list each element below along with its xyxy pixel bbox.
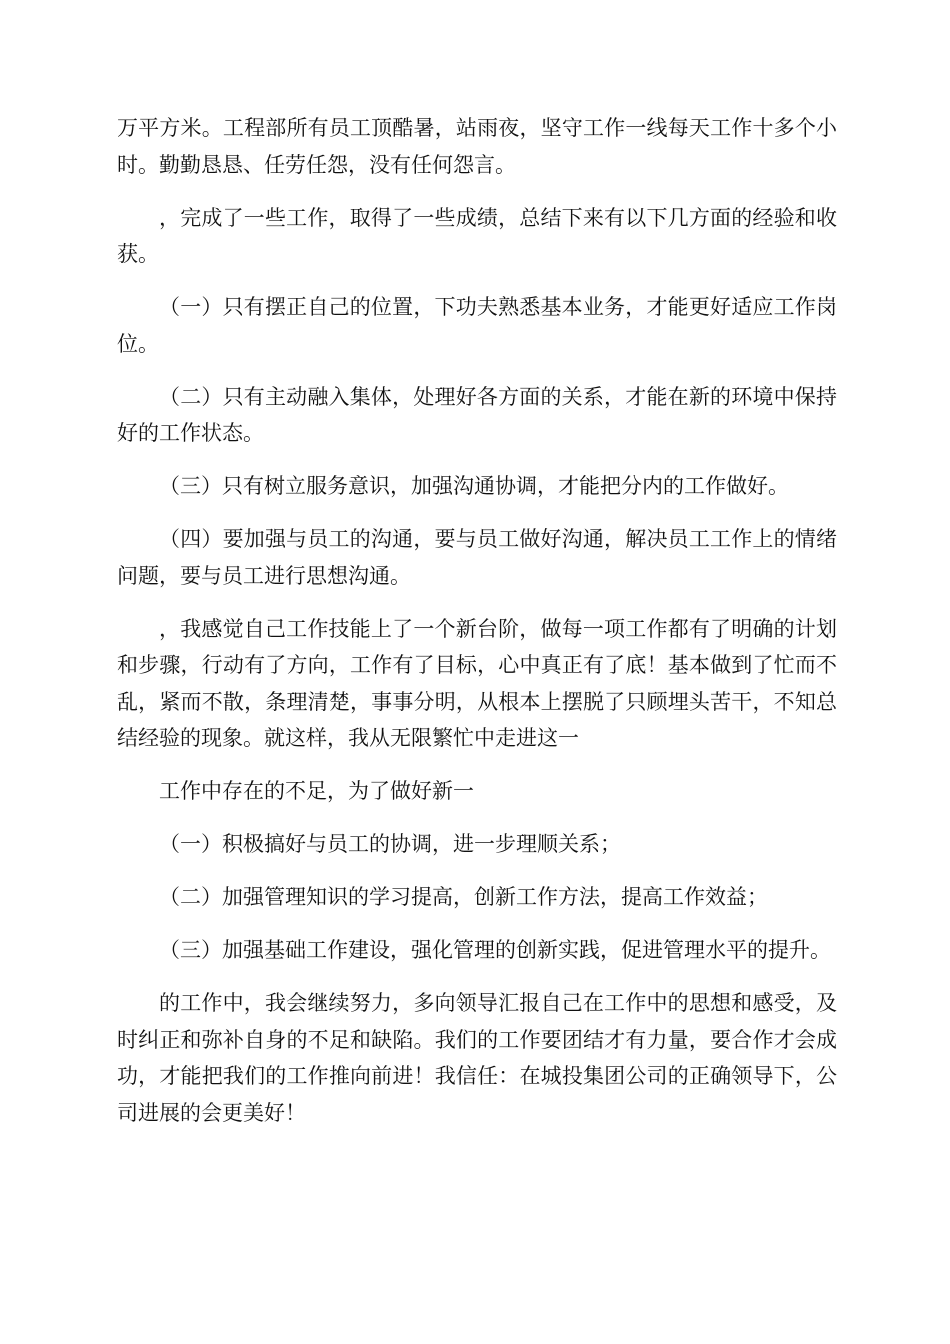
document-body (117, 110, 837, 1148)
paragraph-experience-summary: ，完成了一些工作，取得了一些成绩，总结下来有以下几方面的经验和收获。 (117, 205, 837, 266)
paragraph-experience-item-1: （一）只有摆正自己的位置，下功夫熟悉基本业务，才能更好适应工作岗位。 (117, 295, 837, 356)
paragraph-experience-item-3: （三）只有树立服务意识，加强沟通协调，才能把分内的工作做好。 (159, 474, 789, 498)
paragraph-plan-item-3: （三）加强基础工作建设，强化管理的创新实践，促进管理水平的提升。 (159, 938, 831, 962)
paragraph-shortcomings: 工作中存在的不足，为了做好新一 (159, 779, 474, 803)
paragraph-progress: ，我感觉自己工作技能上了一个新台阶，做每一项工作都有了明确的计划和步骤，行动有了方向，工作有了目标，心中真正有了底！基本做到了忙而不乱，紧而不散，条理清楚，事事分明，从根本上摆脱了只顾埋头苦干，不知总结经验的现象。就这样，我从无限繁忙中走进这一 (117, 616, 837, 750)
paragraph-intro-continuation: 万平方米。工程部所有员工顶酷暑，站雨夜，坚守工作一线每天工作十多个小时。勤勤恳恳、任劳任怨，没有任何怨言。 (117, 116, 837, 177)
paragraph-conclusion: 的工作中，我会继续努力，多向领导汇报自己在工作中的思想和感受，及时纠正和弥补自身的不足和缺陷。我们的工作要团结才有力量，要合作才会成功，才能把我们的工作推向前进！我信任：在城投集团公司的正确领导下，公司进展的会更美好！ (117, 991, 837, 1125)
paragraph-experience-item-2: （二）只有主动融入集体，处理好各方面的关系，才能在新的环境中保持好的工作状态。 (117, 384, 837, 445)
paragraph-plan-item-1: （一）积极搞好与员工的协调，进一步理顺关系； (159, 832, 621, 856)
paragraph-experience-item-4: （四）要加强与员工的沟通，要与员工做好沟通，解决员工工作上的情绪问题，要与员工进行思想沟通。 (117, 527, 837, 588)
paragraph-plan-item-2: （二）加强管理知识的学习提高，创新工作方法，提高工作效益； (159, 885, 768, 909)
